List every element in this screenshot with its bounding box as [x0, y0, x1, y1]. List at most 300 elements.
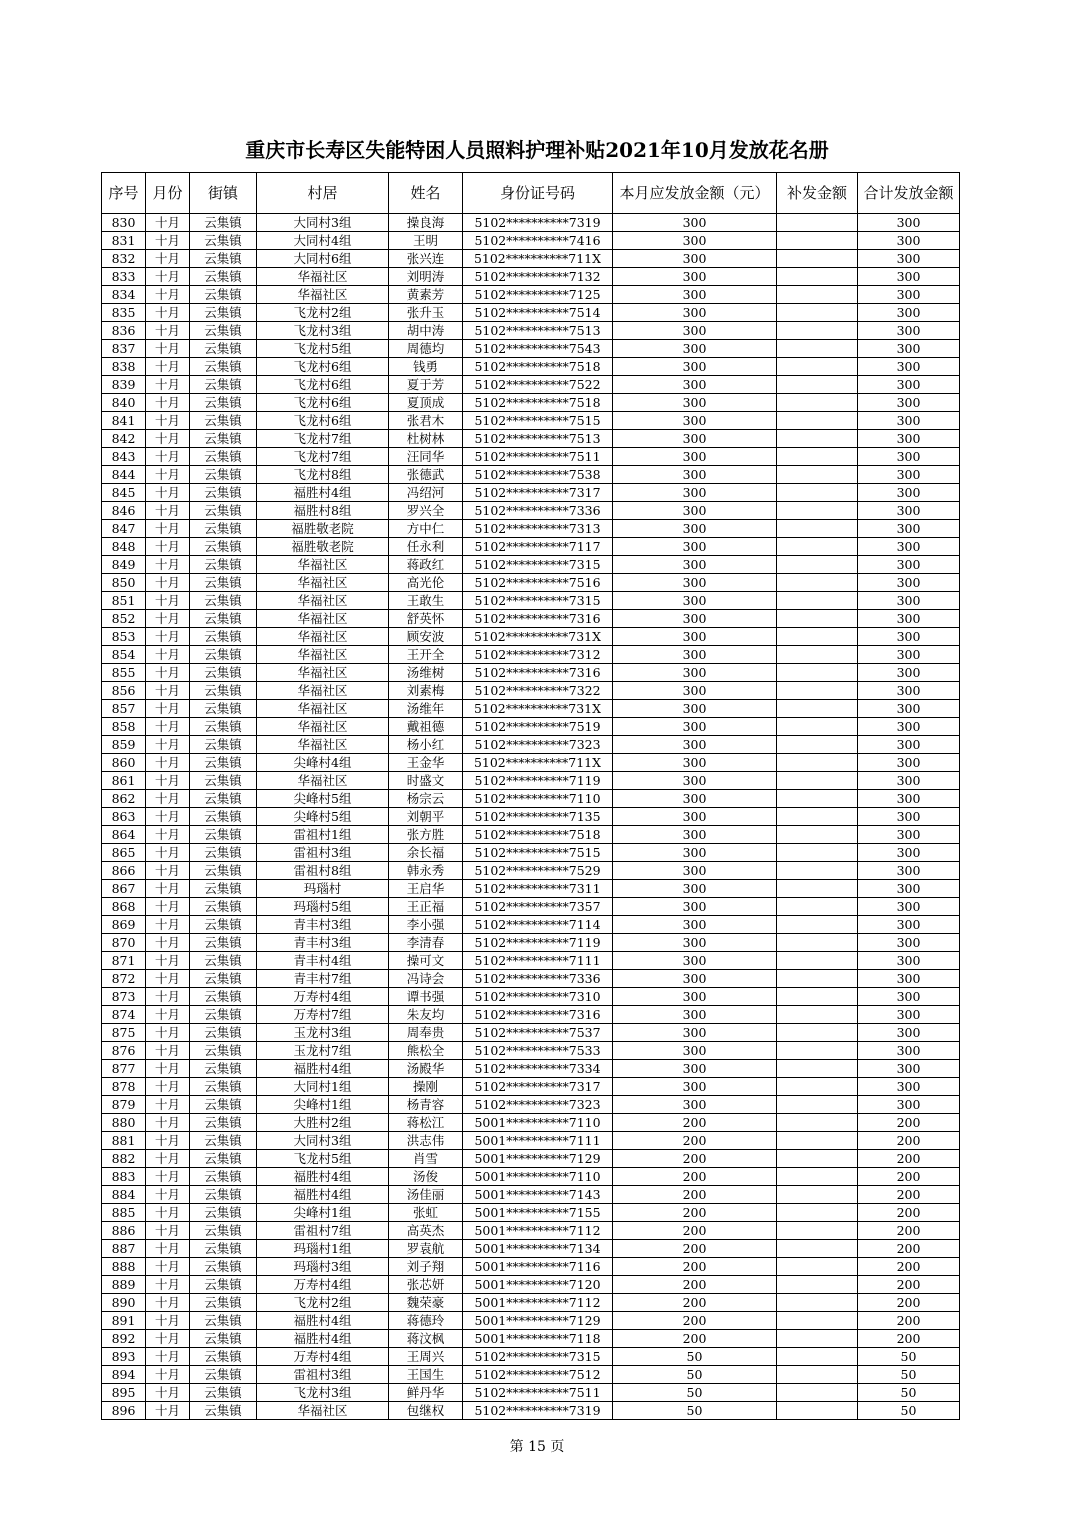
- table-row: [102, 1024, 960, 1042]
- cell-supplement: [777, 1348, 858, 1366]
- header-month: 月份: [146, 173, 190, 214]
- cell-index: 889: [102, 1276, 146, 1294]
- cell-supplement: [777, 340, 858, 358]
- cell-index: 891: [102, 1312, 146, 1330]
- cell-supplement: [777, 844, 858, 862]
- cell-amount-due: 300: [613, 556, 777, 574]
- table-row: [102, 934, 960, 952]
- cell-supplement: [777, 1276, 858, 1294]
- cell-town: 云集镇: [190, 970, 257, 988]
- table-row: [102, 682, 960, 700]
- cell-index: 876: [102, 1042, 146, 1060]
- cell-name: 张德武: [389, 466, 463, 484]
- cell-supplement: [777, 916, 858, 934]
- table-row: [102, 1150, 960, 1168]
- cell-index: 847: [102, 520, 146, 538]
- cell-amount-due: 300: [613, 880, 777, 898]
- cell-month: 十月: [146, 988, 190, 1006]
- cell-month: 十月: [146, 1258, 190, 1276]
- cell-index: 834: [102, 286, 146, 304]
- cell-total: 300: [858, 304, 960, 322]
- cell-month: 十月: [146, 1024, 190, 1042]
- cell-index: 877: [102, 1060, 146, 1078]
- table-row: [102, 466, 960, 484]
- cell-village: 大同村3组: [257, 1132, 389, 1150]
- cell-amount-due: 300: [613, 286, 777, 304]
- cell-total: 50: [858, 1384, 960, 1402]
- cell-id-number: 5102**********7111: [463, 952, 613, 970]
- cell-month: 十月: [146, 394, 190, 412]
- header-supplement: 补发金额: [777, 173, 858, 214]
- cell-month: 十月: [146, 538, 190, 556]
- cell-amount-due: 300: [613, 898, 777, 916]
- cell-supplement: [777, 862, 858, 880]
- cell-id-number: 5102**********7319: [463, 214, 613, 232]
- cell-total: 300: [858, 826, 960, 844]
- cell-total: 300: [858, 286, 960, 304]
- cell-amount-due: 300: [613, 268, 777, 286]
- cell-month: 十月: [146, 1006, 190, 1024]
- cell-amount-due: 200: [613, 1186, 777, 1204]
- cell-village: 大同村4组: [257, 232, 389, 250]
- cell-supplement: [777, 1132, 858, 1150]
- cell-month: 十月: [146, 1114, 190, 1132]
- cell-month: 十月: [146, 1150, 190, 1168]
- cell-name: 蒋汶枫: [389, 1330, 463, 1348]
- cell-supplement: [777, 250, 858, 268]
- cell-town: 云集镇: [190, 1168, 257, 1186]
- cell-month: 十月: [146, 430, 190, 448]
- cell-village: 飞龙村6组: [257, 412, 389, 430]
- cell-village: 华福社区: [257, 700, 389, 718]
- cell-month: 十月: [146, 376, 190, 394]
- cell-town: 云集镇: [190, 340, 257, 358]
- cell-supplement: [777, 1096, 858, 1114]
- cell-village: 青丰村7组: [257, 970, 389, 988]
- cell-total: 300: [858, 394, 960, 412]
- cell-id-number: 5102**********7316: [463, 664, 613, 682]
- table-row: [102, 1348, 960, 1366]
- cell-town: 云集镇: [190, 1276, 257, 1294]
- cell-town: 云集镇: [190, 1042, 257, 1060]
- cell-village: 玉龙村7组: [257, 1042, 389, 1060]
- cell-town: 云集镇: [190, 934, 257, 952]
- cell-supplement: [777, 1222, 858, 1240]
- cell-name: 王周兴: [389, 1348, 463, 1366]
- cell-name: 胡中涛: [389, 322, 463, 340]
- cell-index: 840: [102, 394, 146, 412]
- cell-index: 833: [102, 268, 146, 286]
- cell-name: 王启华: [389, 880, 463, 898]
- cell-index: 859: [102, 736, 146, 754]
- cell-index: 849: [102, 556, 146, 574]
- cell-supplement: [777, 1240, 858, 1258]
- cell-town: 云集镇: [190, 718, 257, 736]
- cell-amount-due: 300: [613, 682, 777, 700]
- cell-amount-due: 300: [613, 952, 777, 970]
- cell-id-number: 5102**********7511: [463, 448, 613, 466]
- cell-town: 云集镇: [190, 430, 257, 448]
- cell-month: 十月: [146, 844, 190, 862]
- cell-name: 顾安波: [389, 628, 463, 646]
- cell-supplement: [777, 934, 858, 952]
- cell-name: 包继权: [389, 1402, 463, 1420]
- cell-amount-due: 300: [613, 520, 777, 538]
- cell-amount-due: 50: [613, 1366, 777, 1384]
- cell-month: 十月: [146, 1204, 190, 1222]
- cell-id-number: 5001**********7110: [463, 1114, 613, 1132]
- cell-total: 300: [858, 844, 960, 862]
- cell-index: 872: [102, 970, 146, 988]
- cell-town: 云集镇: [190, 1078, 257, 1096]
- cell-amount-due: 300: [613, 322, 777, 340]
- cell-amount-due: 200: [613, 1132, 777, 1150]
- cell-index: 882: [102, 1150, 146, 1168]
- cell-name: 张芯妍: [389, 1276, 463, 1294]
- cell-name: 冯诗会: [389, 970, 463, 988]
- cell-village: 福胜村4组: [257, 1168, 389, 1186]
- table-row: [102, 1042, 960, 1060]
- cell-amount-due: 300: [613, 1060, 777, 1078]
- table-row: [102, 412, 960, 430]
- table-row: [102, 610, 960, 628]
- cell-town: 云集镇: [190, 214, 257, 232]
- cell-village: 雷祖村3组: [257, 1366, 389, 1384]
- cell-village: 雷祖村8组: [257, 862, 389, 880]
- cell-id-number: 5102**********7512: [463, 1366, 613, 1384]
- table-row: [102, 952, 960, 970]
- cell-town: 云集镇: [190, 916, 257, 934]
- cell-supplement: [777, 1186, 858, 1204]
- cell-id-number: 5102**********711X: [463, 250, 613, 268]
- cell-id-number: 5102**********7416: [463, 232, 613, 250]
- table-row: [102, 754, 960, 772]
- cell-month: 十月: [146, 790, 190, 808]
- cell-index: 878: [102, 1078, 146, 1096]
- table-row: [102, 322, 960, 340]
- table-row: [102, 304, 960, 322]
- cell-supplement: [777, 592, 858, 610]
- cell-amount-due: 300: [613, 646, 777, 664]
- cell-name: 韩永秀: [389, 862, 463, 880]
- cell-id-number: 5102**********7538: [463, 466, 613, 484]
- cell-amount-due: 300: [613, 484, 777, 502]
- cell-name: 周德均: [389, 340, 463, 358]
- cell-town: 云集镇: [190, 862, 257, 880]
- cell-name: 高光伦: [389, 574, 463, 592]
- cell-index: 886: [102, 1222, 146, 1240]
- cell-month: 十月: [146, 916, 190, 934]
- cell-index: 839: [102, 376, 146, 394]
- cell-name: 刘子翔: [389, 1258, 463, 1276]
- cell-total: 300: [858, 898, 960, 916]
- cell-village: 福胜村4组: [257, 1312, 389, 1330]
- cell-village: 福胜村4组: [257, 1186, 389, 1204]
- cell-id-number: 5102**********7315: [463, 1348, 613, 1366]
- cell-id-number: 5102**********7529: [463, 862, 613, 880]
- cell-month: 十月: [146, 1276, 190, 1294]
- cell-supplement: [777, 1312, 858, 1330]
- cell-index: 842: [102, 430, 146, 448]
- cell-town: 云集镇: [190, 826, 257, 844]
- cell-amount-due: 300: [613, 340, 777, 358]
- table-row: [102, 1186, 960, 1204]
- cell-id-number: 5102**********7312: [463, 646, 613, 664]
- cell-supplement: [777, 1150, 858, 1168]
- cell-month: 十月: [146, 358, 190, 376]
- cell-amount-due: 50: [613, 1348, 777, 1366]
- cell-village: 华福社区: [257, 664, 389, 682]
- cell-index: 869: [102, 916, 146, 934]
- cell-id-number: 5102**********711X: [463, 754, 613, 772]
- cell-village: 华福社区: [257, 718, 389, 736]
- cell-total: 300: [858, 214, 960, 232]
- cell-index: 894: [102, 1366, 146, 1384]
- cell-village: 飞龙村2组: [257, 1294, 389, 1312]
- cell-index: 888: [102, 1258, 146, 1276]
- table-body: [102, 214, 960, 1420]
- cell-index: 895: [102, 1384, 146, 1402]
- cell-month: 十月: [146, 322, 190, 340]
- cell-name: 余长福: [389, 844, 463, 862]
- cell-id-number: 5102**********7322: [463, 682, 613, 700]
- cell-town: 云集镇: [190, 304, 257, 322]
- cell-id-number: 5102**********7516: [463, 574, 613, 592]
- cell-town: 云集镇: [190, 628, 257, 646]
- table-row: [102, 808, 960, 826]
- cell-total: 300: [858, 412, 960, 430]
- cell-index: 838: [102, 358, 146, 376]
- table-row: [102, 844, 960, 862]
- cell-month: 十月: [146, 484, 190, 502]
- table-row: [102, 214, 960, 232]
- cell-id-number: 5001**********7111: [463, 1132, 613, 1150]
- cell-supplement: [777, 232, 858, 250]
- cell-index: 857: [102, 700, 146, 718]
- cell-total: 300: [858, 862, 960, 880]
- cell-total: 200: [858, 1186, 960, 1204]
- cell-total: 200: [858, 1330, 960, 1348]
- cell-town: 云集镇: [190, 772, 257, 790]
- cell-supplement: [777, 754, 858, 772]
- cell-supplement: [777, 1024, 858, 1042]
- cell-town: 云集镇: [190, 1366, 257, 1384]
- cell-supplement: [777, 1078, 858, 1096]
- cell-supplement: [777, 646, 858, 664]
- cell-month: 十月: [146, 1168, 190, 1186]
- cell-month: 十月: [146, 232, 190, 250]
- cell-village: 飞龙村5组: [257, 340, 389, 358]
- cell-village: 飞龙村6组: [257, 376, 389, 394]
- cell-total: 300: [858, 340, 960, 358]
- table-row: [102, 1096, 960, 1114]
- cell-supplement: [777, 664, 858, 682]
- cell-supplement: [777, 610, 858, 628]
- cell-total: 200: [858, 1132, 960, 1150]
- cell-supplement: [777, 1330, 858, 1348]
- cell-month: 十月: [146, 592, 190, 610]
- table-row: [102, 520, 960, 538]
- cell-amount-due: 300: [613, 628, 777, 646]
- cell-index: 865: [102, 844, 146, 862]
- cell-amount-due: 200: [613, 1312, 777, 1330]
- cell-id-number: 5102**********7316: [463, 610, 613, 628]
- cell-id-number: 5102**********7119: [463, 934, 613, 952]
- cell-town: 云集镇: [190, 376, 257, 394]
- cell-amount-due: 300: [613, 1078, 777, 1096]
- cell-town: 云集镇: [190, 358, 257, 376]
- cell-village: 飞龙村7组: [257, 430, 389, 448]
- table-row: [102, 736, 960, 754]
- cell-id-number: 5102**********7515: [463, 412, 613, 430]
- cell-month: 十月: [146, 1222, 190, 1240]
- cell-amount-due: 200: [613, 1276, 777, 1294]
- cell-total: 300: [858, 1078, 960, 1096]
- cell-month: 十月: [146, 448, 190, 466]
- cell-total: 300: [858, 988, 960, 1006]
- cell-month: 十月: [146, 1312, 190, 1330]
- cell-id-number: 5001**********7134: [463, 1240, 613, 1258]
- cell-total: 300: [858, 952, 960, 970]
- cell-id-number: 5001**********7112: [463, 1222, 613, 1240]
- cell-village: 尖峰村4组: [257, 754, 389, 772]
- cell-name: 操刚: [389, 1078, 463, 1096]
- cell-id-number: 5102**********7518: [463, 358, 613, 376]
- cell-total: 300: [858, 538, 960, 556]
- cell-town: 云集镇: [190, 1024, 257, 1042]
- cell-total: 300: [858, 1006, 960, 1024]
- table-row: [102, 862, 960, 880]
- cell-amount-due: 300: [613, 664, 777, 682]
- cell-town: 云集镇: [190, 790, 257, 808]
- cell-town: 云集镇: [190, 1312, 257, 1330]
- cell-name: 张虹: [389, 1204, 463, 1222]
- cell-total: 300: [858, 682, 960, 700]
- cell-village: 华福社区: [257, 610, 389, 628]
- cell-id-number: 5102**********7334: [463, 1060, 613, 1078]
- cell-month: 十月: [146, 862, 190, 880]
- cell-amount-due: 200: [613, 1258, 777, 1276]
- cell-name: 刘明涛: [389, 268, 463, 286]
- cell-total: 300: [858, 250, 960, 268]
- cell-supplement: [777, 286, 858, 304]
- table-row: [102, 358, 960, 376]
- cell-index: 855: [102, 664, 146, 682]
- cell-village: 玛瑙村5组: [257, 898, 389, 916]
- cell-town: 云集镇: [190, 394, 257, 412]
- cell-amount-due: 50: [613, 1384, 777, 1402]
- cell-village: 福胜村8组: [257, 502, 389, 520]
- cell-village: 华福社区: [257, 736, 389, 754]
- cell-month: 十月: [146, 718, 190, 736]
- table-row: [102, 1258, 960, 1276]
- cell-village: 华福社区: [257, 286, 389, 304]
- cell-id-number: 5001**********7110: [463, 1168, 613, 1186]
- cell-index: 846: [102, 502, 146, 520]
- cell-index: 873: [102, 988, 146, 1006]
- header-village: 村居: [257, 173, 389, 214]
- cell-id-number: 5102**********731X: [463, 628, 613, 646]
- cell-supplement: [777, 304, 858, 322]
- cell-village: 福胜敬老院: [257, 520, 389, 538]
- cell-id-number: 5102**********731X: [463, 700, 613, 718]
- cell-amount-due: 200: [613, 1114, 777, 1132]
- cell-month: 十月: [146, 754, 190, 772]
- cell-amount-due: 300: [613, 232, 777, 250]
- cell-village: 万寿村7组: [257, 1006, 389, 1024]
- cell-town: 云集镇: [190, 520, 257, 538]
- cell-name: 王开全: [389, 646, 463, 664]
- cell-supplement: [777, 628, 858, 646]
- cell-id-number: 5102**********7511: [463, 1384, 613, 1402]
- table-row: [102, 286, 960, 304]
- cell-town: 云集镇: [190, 646, 257, 664]
- cell-index: 832: [102, 250, 146, 268]
- cell-supplement: [777, 682, 858, 700]
- cell-supplement: [777, 880, 858, 898]
- roster-table: [101, 172, 960, 1420]
- cell-village: 飞龙村5组: [257, 1150, 389, 1168]
- cell-supplement: [777, 1402, 858, 1420]
- cell-total: 300: [858, 574, 960, 592]
- cell-id-number: 5102**********7310: [463, 988, 613, 1006]
- cell-town: 云集镇: [190, 1294, 257, 1312]
- cell-month: 十月: [146, 1330, 190, 1348]
- cell-town: 云集镇: [190, 1222, 257, 1240]
- cell-village: 华福社区: [257, 556, 389, 574]
- table-row: [102, 502, 960, 520]
- cell-supplement: [777, 826, 858, 844]
- cell-total: 300: [858, 502, 960, 520]
- cell-town: 云集镇: [190, 538, 257, 556]
- cell-total: 300: [858, 430, 960, 448]
- cell-town: 云集镇: [190, 286, 257, 304]
- cell-amount-due: 300: [613, 250, 777, 268]
- cell-id-number: 5001**********7143: [463, 1186, 613, 1204]
- cell-month: 十月: [146, 214, 190, 232]
- cell-month: 十月: [146, 1348, 190, 1366]
- cell-id-number: 5102**********7513: [463, 430, 613, 448]
- cell-name: 洪志伟: [389, 1132, 463, 1150]
- cell-total: 300: [858, 970, 960, 988]
- cell-total: 300: [858, 646, 960, 664]
- cell-index: 853: [102, 628, 146, 646]
- cell-month: 十月: [146, 646, 190, 664]
- cell-id-number: 5102**********7543: [463, 340, 613, 358]
- cell-total: 300: [858, 1024, 960, 1042]
- cell-village: 尖峰村1组: [257, 1096, 389, 1114]
- cell-total: 50: [858, 1402, 960, 1420]
- cell-total: 300: [858, 1096, 960, 1114]
- cell-index: 852: [102, 610, 146, 628]
- cell-name: 罗袁航: [389, 1240, 463, 1258]
- header-town: 街镇: [190, 173, 257, 214]
- cell-town: 云集镇: [190, 898, 257, 916]
- cell-town: 云集镇: [190, 250, 257, 268]
- table-row: [102, 646, 960, 664]
- cell-town: 云集镇: [190, 1150, 257, 1168]
- cell-name: 操良海: [389, 214, 463, 232]
- cell-supplement: [777, 502, 858, 520]
- cell-total: 300: [858, 664, 960, 682]
- cell-amount-due: 300: [613, 1042, 777, 1060]
- cell-town: 云集镇: [190, 1258, 257, 1276]
- cell-amount-due: 300: [613, 430, 777, 448]
- cell-village: 飞龙村7组: [257, 448, 389, 466]
- cell-id-number: 5102**********7316: [463, 1006, 613, 1024]
- cell-index: 880: [102, 1114, 146, 1132]
- cell-month: 十月: [146, 664, 190, 682]
